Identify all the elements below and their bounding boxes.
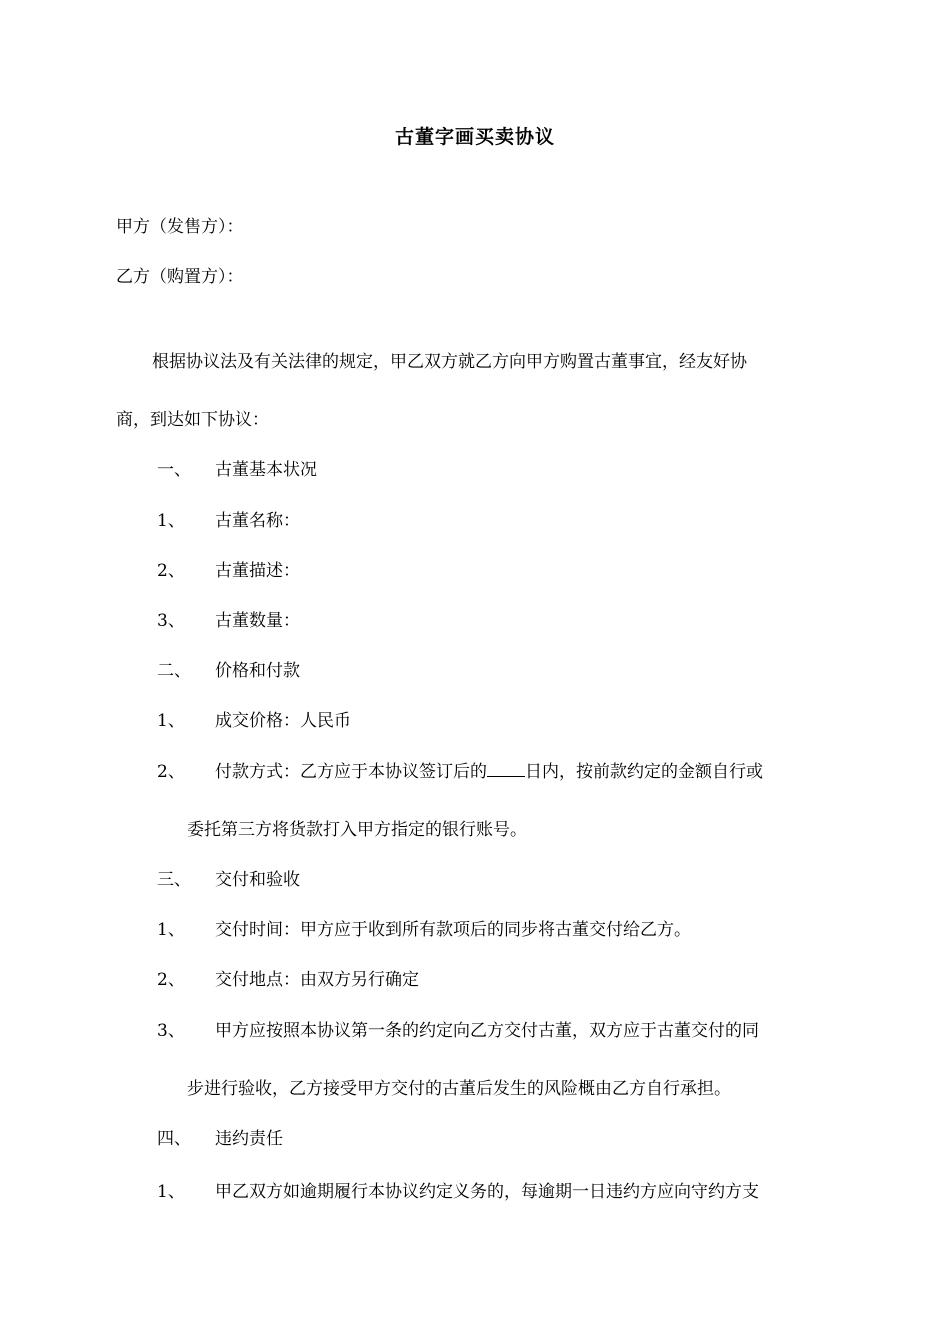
clause-text-after-blank: 日内，按前款约定的金额自行或: [525, 762, 763, 782]
clause-text: 成交价格：人民币: [215, 711, 351, 731]
clause-number: 1、: [157, 920, 185, 940]
fill-in-blank: [487, 760, 525, 777]
section-number: 三、: [157, 870, 191, 890]
section-heading: 违约责任: [215, 1129, 283, 1149]
party-a-label: 甲方（发售方）：: [116, 217, 244, 237]
clause-number: 1、: [157, 511, 185, 531]
intro-paragraph-line-1: 根据协议法及有关法律的规定，甲乙双方就乙方向甲方购置古董事宜，经友好协: [152, 352, 747, 372]
clause-text: 甲方应按照本协议第一条的约定向乙方交付古董，双方应于古董交付的同: [215, 1021, 759, 1041]
clause-continuation: 委托第三方将货款打入甲方指定的银行账号。: [187, 820, 527, 840]
section-heading: 价格和付款: [215, 661, 300, 681]
clause-text: 古董名称：: [215, 511, 300, 531]
clause-number: 1、: [157, 711, 185, 731]
section-number: 一、: [157, 460, 191, 480]
intro-paragraph-line-2: 商，到达如下协议：: [116, 410, 269, 430]
clause-text-before-blank: 付款方式：乙方应于本协议签订后的: [215, 762, 487, 782]
clause-continuation: 步进行验收，乙方接受甲方交付的古董后发生的风险概由乙方自行承担。: [187, 1079, 731, 1099]
clause-text: 交付时间：甲方应于收到所有款项后的同步将古董交付给乙方。: [215, 920, 691, 940]
party-b-label: 乙方（购置方）：: [116, 267, 244, 287]
clause-text: 甲乙双方如逾期履行本协议约定义务的，每逾期一日违约方应向守约方支: [215, 1182, 759, 1202]
clause-text: 古董描述：: [215, 561, 300, 581]
clause-text: [215, 760, 763, 784]
clause-number: 3、: [157, 611, 185, 631]
section-number: 四、: [157, 1129, 191, 1149]
clause-number: 2、: [157, 561, 185, 581]
clause-number: 2、: [157, 762, 185, 782]
clause-text: 交付地点：由双方另行确定: [215, 970, 419, 990]
section-heading: 古董基本状况: [215, 460, 317, 480]
section-heading: 交付和验收: [215, 870, 300, 890]
clause-number: 3、: [157, 1021, 185, 1041]
clause-number: 2、: [157, 970, 185, 990]
clause-text: 古董数量：: [215, 611, 300, 631]
section-number: 二、: [157, 661, 191, 681]
clause-number: 1、: [157, 1182, 185, 1202]
document-title: 古董字画买卖协议: [394, 126, 555, 148]
